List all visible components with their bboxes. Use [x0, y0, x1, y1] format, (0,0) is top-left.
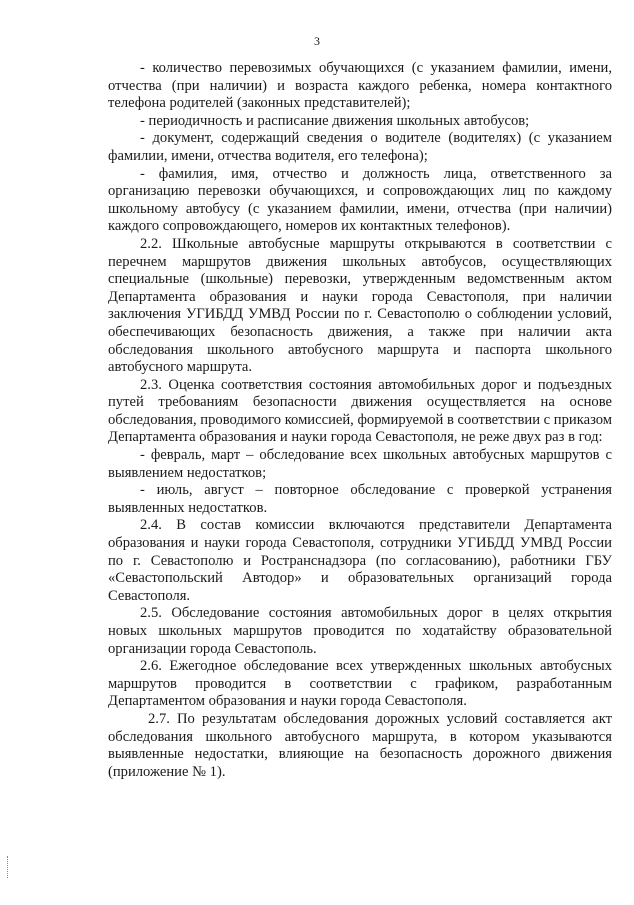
paragraph-2-4: 2.4. В состав комиссии включаются представители Департамента образования и науки города Севастополя, сотрудники УГИБДД УМВД России по г. Севастополю и Ространснадзора (по согласованию), работники ГБУ «Севастопольский Автодор» и образовательных организаций города Севастополя.	[108, 517, 612, 604]
list-item: - июль, август – повторное обследование с проверкой устранения выявленных недостатков.	[108, 482, 612, 516]
scan-margin-mark	[7, 856, 10, 878]
paragraph-2-2: 2.2. Школьные автобусные маршруты открываются в соответствии с перечнем маршрутов движения школьных автобусов, осуществляющих специальные (школьные) перевозки, утвержденным ведомственным актом Департамента образования и науки города Севастополя, при наличии заключения УГИБДД УМВД России по г. Севастополю о соблюдении условий, обеспечивающих безопасность движения, а также при наличии акта обследования школьного автобусного маршрута и паспорта школьного автобусного маршрута.	[108, 235, 612, 376]
paragraph-2-3: 2.3. Оценка соответствия состояния автомобильных дорог и подъездных путей требованиям безопасности движения осуществляется на основе обследования, проводимого комиссией, формируемой в соответствии с приказом Департамента образования и науки города Севастополя, не реже двух раз в год:	[108, 376, 612, 446]
list-item: - документ, содержащий сведения о водителе (водителях) (с указанием фамилии, имени, отчества водителя, его телефона);	[108, 130, 612, 164]
document-body	[108, 60, 612, 781]
list-item: - периодичность и расписание движения школьных автобусов;	[140, 112, 530, 129]
paragraph-2-6: 2.6. Ежегодное обследование всех утвержденных школьных автобусных маршрутов проводится в соответствии с графиком, разработанным Департаментом образования и науки города Севастополя.	[108, 658, 612, 710]
list-item: - фамилия, имя, отчество и должность лица, ответственного за организацию перевозки обучающихся, и сопровождающих лиц по каждому школьному автобусу (с указанием фамилии, имени, отчества (при наличии) каждого сопровождающего, номеров их контактных телефонов).	[108, 165, 612, 235]
paragraph-2-7: 2.7. По результатам обследования дорожных условий составляется акт обследования школьного автобусного маршрута, в котором указываются выявленные недостатки, влияющие на безопасность дорожного движения (приложение № 1).	[108, 710, 612, 780]
list-item: - количество перевозимых обучающихся (с указанием фамилии, имени, отчества (при наличии) и возраста каждого ребенка, номера контактного телефона родителей (законных представителей);	[108, 60, 612, 112]
list-item: - февраль, март – обследование всех школьных автобусных маршрутов с выявлением недостатков;	[108, 447, 612, 481]
page-number: 3	[314, 34, 320, 48]
paragraph-2-5: 2.5. Обследование состояния автомобильных дорог в целях открытия новых школьных маршрутов проводится по ходатайству образовательной организации города Севастополь.	[108, 605, 612, 657]
